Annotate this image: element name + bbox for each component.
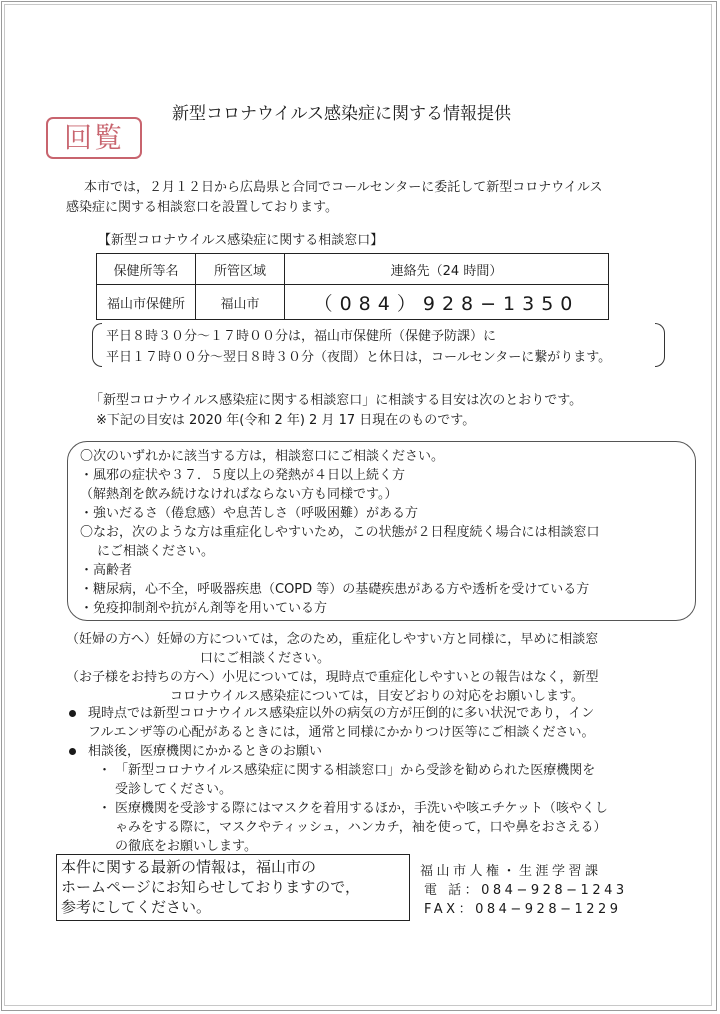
criteria-line-3: （解熱剤を飲み続けなければならない方も同様です。） [80, 487, 398, 502]
bullet-dot-1 [69, 710, 76, 717]
header-contact: 連絡先（24 時間） [285, 254, 609, 285]
criteria-line-6: にご相談ください。 [97, 544, 215, 559]
bullet2-item2-line-1: 医療機関を受診する際にはマスクを着用するほか，手洗いや咳エチケット（咳やくし [115, 801, 608, 816]
criteria-line-2: ・風邪の症状や３７．５度以上の発熱が４日以上続く方 [80, 468, 406, 483]
note-children-line-1: （お子様をお持ちの方へ）小児については，現時点で重症化しやすいとの報告はなく，新型 [66, 670, 599, 685]
guideline-line-2: ※下記の目安は 2020 年(令和 2 年) 2 月 17 日現在のものです。 [96, 413, 476, 428]
criteria-line-8: ・糖尿病，心不全，呼吸器疾患（COPD 等）の基礎疾患がある方や透析を受けている方 [80, 582, 590, 597]
criteria-line-5: 〇なお，次のような方は重症化しやすいため，この状態が２日程度続く場合には相談窓口 [80, 525, 600, 540]
criteria-line-1: 〇次のいずれかに該当する方は，相談窓口にご相談ください。 [80, 449, 445, 464]
footer-notice-box [56, 854, 410, 921]
footer-line-1: 本件に関する最新の情報は，福山市の [61, 858, 317, 876]
bracket-left [92, 323, 102, 367]
department-tel: 電 話：084−928−1243 [424, 883, 628, 898]
cell-phone: （084）928−1350 [285, 285, 609, 320]
table-row [97, 285, 609, 320]
bullet1-line-2: フルエンザ等の心配があるときには，通常と同様にかかりつけ医等にご相談ください。 [88, 725, 595, 740]
note-pregnant-line-1: （妊婦の方へ）妊婦の方については，念のため，重症化しやすい方と同様に，早めに相談窓 [66, 632, 599, 647]
hours-line-1: 平日８時３０分〜１７時００分は，福山市保健所（保健予防課）に [106, 329, 497, 344]
criteria-line-9: ・免疫抑制剤や抗がん剤等を用いている方 [80, 601, 328, 616]
footer-line-3: 参考にしてください。 [61, 898, 212, 916]
cell-office: 福山市保健所 [97, 285, 196, 320]
consultation-heading: 【新型コロナウイルス感染症に関する相談窓口】 [98, 233, 384, 248]
bullet2-mark-1: ・ [98, 763, 112, 778]
department-fax: FAX：084−928−1229 [424, 902, 622, 917]
bullet1-line-1: 現時点では新型コロナウイルス感染症以外の病気の方が圧倒的に多い状況であり，イン [88, 706, 595, 721]
intro-line-1: 本市では，２月１２日から広島県と合同でコールセンターに委託して新型コロナウイルス [84, 180, 603, 195]
footer-line-2: ホームページにお知らせしておりますので， [61, 878, 360, 896]
bullet-dot-2 [69, 748, 76, 755]
bullet2-item2-line-3: の徹底をお願いします。 [115, 839, 257, 854]
header-area: 所管区域 [196, 254, 285, 285]
bullet2-item1-line-1: 「新型コロナウイルス感染症に関する相談窓口」から受診を勧められた医療機関を [115, 763, 596, 778]
page-title: 新型コロナウイルス感染症に関する情報提供 [172, 104, 511, 124]
table-header-row [97, 254, 609, 285]
criteria-line-7: ・高齢者 [80, 563, 133, 578]
circulation-stamp: 回覧 [46, 117, 142, 159]
bullet2-mark-2: ・ [98, 801, 112, 816]
bullet2-item2-line-2: ゃみをする際に，マスクやティッシュ，ハンカチ，袖を使って，口や鼻をおさえる） [115, 820, 607, 835]
note-children-line-2: コロナウイルス感染症については，目安どおりの対応をお願いします。 [170, 689, 584, 704]
header-office: 保健所等名 [97, 254, 196, 285]
guideline-line-1: 「新型コロナウイルス感染症に関する相談窓口」に相談する目安は次のとおりです。 [90, 393, 583, 408]
bullet2-lead: 相談後，医療機関にかかるときのお願い [88, 744, 323, 759]
consultation-table [96, 253, 609, 320]
note-pregnant-line-2: 口にご相談ください。 [200, 651, 331, 666]
bracket-right [655, 323, 665, 367]
department-name: 福山市人権・生涯学習課 [420, 864, 602, 879]
intro-line-2: 感染症に関する相談窓口を設置しております。 [66, 200, 338, 215]
criteria-line-4: ・強いだるさ（倦怠感）や息苦しさ（呼吸困難）がある方 [80, 506, 419, 521]
bullet2-item1-line-2: 受診してください。 [115, 782, 233, 797]
hours-line-2: 平日１７時００分〜翌日８時３０分（夜間）と休日は，コールセンターに繋がります。 [106, 350, 612, 365]
cell-area: 福山市 [196, 285, 285, 320]
